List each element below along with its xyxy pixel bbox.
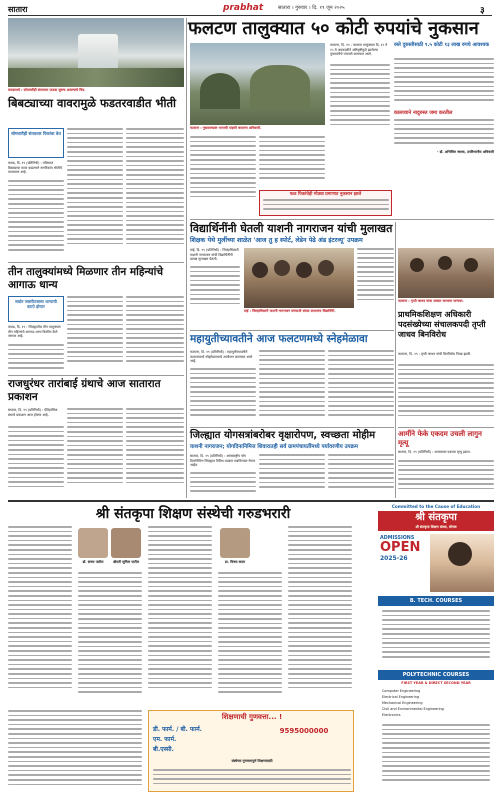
ad-poly-note: FIRST YEAR & DIRECT SECOND YEAR — [401, 681, 471, 685]
students-text-a — [190, 266, 240, 312]
students-text-b — [357, 248, 394, 308]
ad-branch2: Electrical Engineering — [382, 695, 420, 699]
ad-side-text — [382, 724, 490, 790]
phaltan-right-sub: कालव्याने नादुरुस्त जमा करतील — [394, 110, 453, 116]
three-months-text-col1 — [8, 344, 64, 372]
person2-name: श्रीमती सुनिता पाटील — [112, 560, 140, 564]
students-dateline: वाई, दि. १९ (प्रतिनिधी) : जिल्हाधिकारी याशनी नागराजन यांची विद्यार्थिनींनी प्रत्यक्ष मुलाखत घेतली. — [190, 248, 239, 262]
trupti-photo — [398, 248, 494, 298]
mahayuti-headline: महायुतीच्यावतीने आज फलटणमध्ये स्नेहमेळावा — [190, 333, 368, 345]
ad-logo: श्री संतकृपा — [415, 512, 457, 523]
army-headline: आर्मीने फेके एकदम उचली लागुन मृत्यू — [398, 430, 482, 447]
ad-block — [8, 500, 494, 793]
phaltan-fruit-box — [259, 190, 392, 216]
ad-text-col2 — [78, 572, 142, 706]
section-name: सातारा — [8, 5, 28, 14]
ad-course2: एम. फार्म. — [153, 736, 177, 743]
ad-admissions — [380, 536, 430, 576]
students-headline: विद्यार्थिनींनी घेतली याशनी नागराजन यांची मुलाखत — [190, 222, 393, 235]
ad-poly: POLYTECHNIC COURSES — [378, 670, 494, 680]
phaltan-right-text2 — [394, 119, 494, 149]
district-dateline: सातारा, दि. १९ (प्रतिनिधी) : आंतरराष्ट्रीय योग दिनानिमित्त जिल्ह्यात विविध उपक्रम राबविण्यात येणार आहेत. — [190, 454, 256, 468]
ad-side-panel — [378, 502, 494, 795]
ad-call: 9595000000 — [279, 727, 329, 735]
district-sub: याशनी नागराजन; योगदिनानिमित्त शिवारातही सर्व ग्रामपंचायतींमध्ये पर्यावरणीय उपक्रम — [190, 444, 358, 450]
three-months-box — [8, 296, 64, 322]
wall-text-col1 — [8, 180, 64, 258]
phaltan-dateline: फलटण, दि. १९ : फलटण तालुक्यात दि. १२ ते १५ मे अवकाळीने अतिवृष्टीमुळे झालेल्या नुकसानीचे पंचनामे करण्यात आले. — [330, 43, 388, 57]
district-text-c — [328, 454, 394, 496]
ad-headline: श्री संतकृपा शिक्षण संस्थेची गरुडभरारी — [95, 506, 291, 522]
person3-name: प्रा. विजय कदम — [224, 560, 246, 564]
raja-dateline: सातारा, दि. १९ (प्रतिनिधी) : ऐतिहासिक ग्रंथाचे प्रकाशन आज होणार आहे. — [8, 408, 58, 417]
phaltan-text-c — [259, 136, 325, 188]
ad-text-col3 — [148, 526, 212, 706]
waterfall-photo — [8, 18, 184, 87]
wall-text-col3 — [126, 128, 184, 258]
phaltan-photo — [190, 43, 325, 125]
person1-name: डॉ. संजय पाटील — [82, 560, 104, 564]
army-text — [398, 460, 494, 496]
phaltan-right-head: रस्ते दुरुस्तीसाठी ९.५ कोटी १३ लाख रुपये आवश्यक — [394, 42, 490, 48]
wall-dateline: कराड, दि. १९ (प्रतिनिधी) : परिसरात बिबट्याचा वावर वाढल्याने नागरिकांत भीतीचे वातावरण आहे. — [8, 161, 62, 175]
wall-box-head: सोमवारीही संततधार पिकांचा वेध — [11, 131, 61, 136]
phaltan-right-text — [394, 58, 494, 108]
phaltan-fruit-box-title: फळ पिकांचेही मोठ्या प्रमाणात नुकसान झाले — [289, 192, 362, 197]
mahayuti-text-a — [190, 368, 256, 424]
ad-text-col1 — [8, 526, 72, 706]
ad-branch3: Mechanical Engineering — [382, 701, 423, 705]
main-headline: फलटण तालुक्यात ५० कोटी रुपयांचे नुकसान — [188, 18, 479, 39]
trupti-photo-caption: फलटण : तृप्ती जाधव यांचा सत्कार करताना मान्यवर. — [398, 299, 464, 303]
phaltan-photo-caption: फलटण : नुकसानग्रस्त भागाची पाहणी करताना अधिकारी. — [190, 126, 262, 130]
students-photo — [244, 248, 354, 308]
raja-text-col3 — [126, 408, 184, 496]
ad-admission-year: 2025-26 — [380, 555, 408, 562]
ad-slogan: शिक्षणाची गुणवत्ता... ! — [221, 713, 283, 721]
students-sub: शिक्षक येथे मुलींच्या शाळेत 'आज तु ह स्पोर्ट, लेडेन पेढे अंड इंटरव्यू' उपक्रम — [190, 237, 363, 244]
ad-course3: बी.एस्सी. — [153, 746, 174, 753]
trupti-headline: प्राथमिकशिक्षण अधिकारी पदसंख्येच्या संचालकपदी तृप्ती जाधव बिनविरोध — [398, 310, 486, 339]
ad-courses-box — [148, 710, 354, 792]
ad-branch1: Computer Engineering — [382, 689, 421, 693]
brand-logo: prabhat — [223, 3, 264, 13]
district-headline: जिल्ह्यात योगसत्रांबरोबर वृक्षारोपण, स्वच्छता मोहीम — [190, 430, 376, 441]
ad-student-photo — [430, 534, 494, 592]
ad-text-col4 — [218, 572, 282, 706]
army-dateline: सातारा, दि. १९ (प्रतिनिधी) : अपघातात एकाचा मृत्यू झाला. — [398, 450, 471, 454]
person2-photo — [111, 528, 141, 558]
wall-headline: बिबट्याच्या वावरामुळे फडतरवाडीत भीती — [8, 96, 176, 110]
date-line: सातारा । गुरुवार । दि. १९ जून २०२५ — [278, 5, 345, 11]
three-months-box-head: सर्वात जास्तीतजास्त धान्याची वाटपे होणार — [15, 299, 57, 310]
ad-logo-band — [378, 511, 494, 531]
three-months-text-col3 — [126, 296, 184, 372]
trupti-text — [398, 364, 494, 424]
person3-photo — [220, 528, 250, 558]
district-text-a — [190, 472, 256, 496]
ad-branch4: Civil and Environmental Engineering — [382, 707, 444, 711]
ad-branch5: Electronics — [382, 713, 401, 717]
three-months-text-col2 — [67, 296, 123, 372]
district-text-b — [259, 454, 325, 496]
ad-btech-list — [382, 610, 490, 666]
ad-logo-sub: श्री संतकृपा शिक्षण संस्था, घोगाव — [415, 525, 457, 529]
raja-headline: राजधुरंधर तारांबाई ग्रंथाचे आज सातारात प्रकाशन — [8, 378, 161, 403]
students-photo-caption: वाई : जिल्हाधिकारी याशनी नागराजन यांच्याशी संवाद साधताना विद्यार्थिनी. — [244, 309, 336, 313]
ad-courses-text — [153, 769, 351, 789]
ad-text-bottom1 — [8, 710, 142, 792]
mahayuti-text-c — [328, 350, 394, 424]
wall-text-col2 — [67, 128, 123, 258]
raja-text-col2 — [67, 408, 123, 496]
raja-text-col1 — [8, 426, 64, 496]
ad-admission-label: ADMISSIONS — [380, 536, 415, 541]
phaltan-right-sign: - डॉ. अभिजित जाधव, उपविभागीय अधिकारी — [437, 150, 494, 154]
mahayuti-dateline: फलटण, दि. १९ (प्रतिनिधी) : महायुतीच्यावतीने फलटणमध्ये स्नेहमेळाव्याचे आयोजन करण्यात आले आहे. — [190, 350, 253, 364]
photo-caption-wall: कराडमध्ये : सोमवारीही संततधार पाऊस सुरूच असल्याचे चित्र. — [8, 88, 86, 92]
page-number: ३ — [480, 6, 485, 16]
ad-tagline: Committed to the Cause of Education — [391, 504, 481, 509]
masthead — [8, 3, 492, 16]
trupti-dateline: फलटण, दि. १९ : तृप्ती जाधव यांची बिनविरोध निवड झाली. — [398, 352, 472, 356]
person1-photo — [78, 528, 108, 558]
ad-footer-note: संस्थेच्या गुणवत्तापूर्ण शिक्षणासाठी — [231, 759, 273, 763]
three-months-dateline: कराड, दि. १९ : जिल्ह्यातील तीन तालुक्यांत तीन महिन्यांचे आगाऊ धान्य वितरित केले जाणार आहे. — [8, 325, 61, 339]
ad-course1: डी. फार्म. / बी. फार्म. — [153, 726, 202, 733]
phaltan-text-b — [190, 136, 256, 208]
wall-box — [8, 128, 64, 158]
phaltan-text-a — [330, 64, 390, 134]
ad-admission-status: OPEN — [380, 540, 421, 555]
mahayuti-text-b — [259, 350, 325, 424]
phaltan-fruit-box-text — [263, 199, 389, 215]
three-months-headline: तीन तालुक्यांमध्ये मिळणार तीन महिन्यांचे आगाऊ धान्य — [8, 266, 163, 291]
ad-btech: B. TECH. COURSES — [378, 596, 494, 606]
ad-text-col5 — [288, 526, 352, 706]
